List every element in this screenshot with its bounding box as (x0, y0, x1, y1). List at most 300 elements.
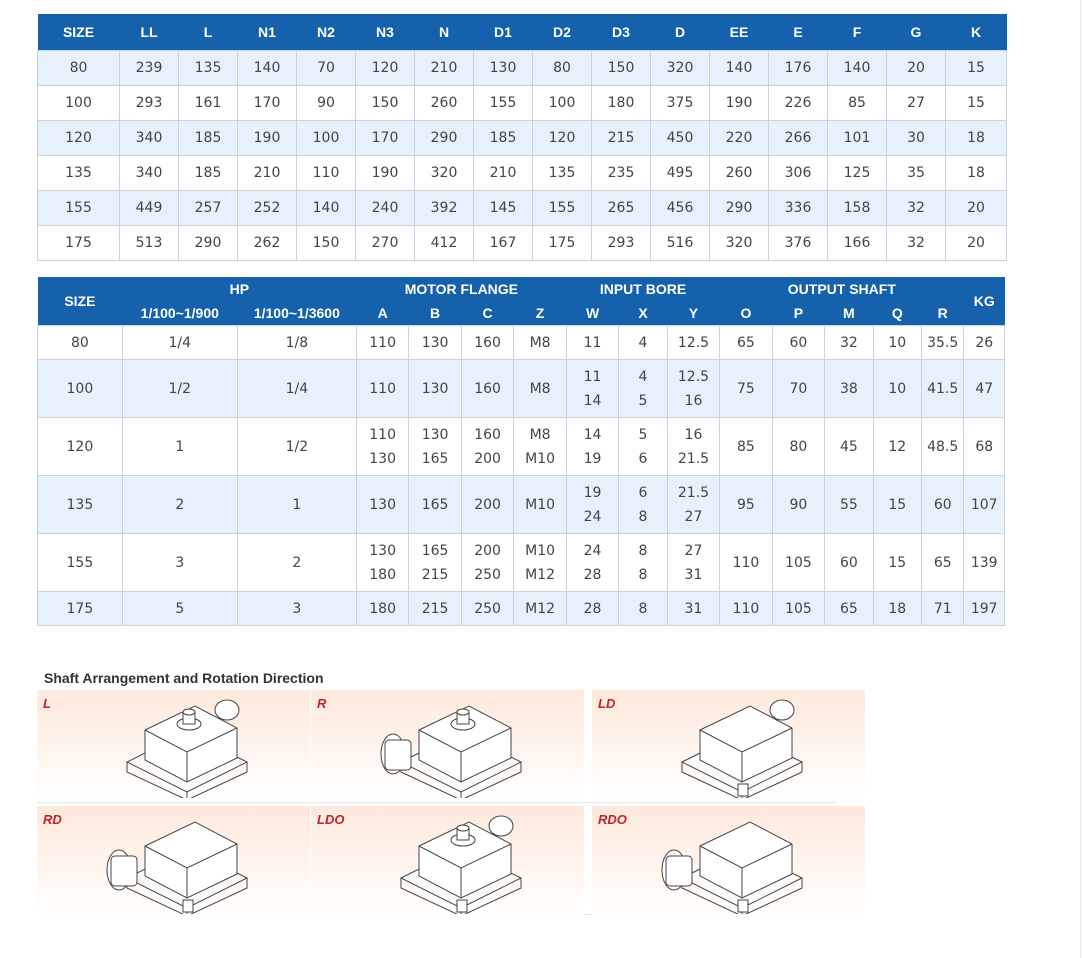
table-cell: 107 (964, 476, 1005, 534)
cell-value: 21.5 (677, 450, 710, 467)
arrangement-cell (592, 806, 865, 916)
table-cell: 290 (179, 226, 238, 261)
table-cell: 80 (38, 51, 120, 86)
table-row (38, 156, 1007, 191)
cell-value: 31 (684, 566, 703, 583)
header-output-shaft: OUTPUT SHAFT (720, 277, 964, 301)
table-cell: 27 (887, 86, 946, 121)
table-cell: 226 (769, 86, 828, 121)
table-cell: 1/4 (122, 326, 237, 360)
cell-value: 6 (638, 450, 648, 467)
table-cell: 135 (179, 51, 238, 86)
cell-value: 8 (638, 508, 648, 525)
gearbox-ld-icon (652, 692, 812, 798)
table-cell-stacked (566, 360, 618, 418)
table-cell: 18 (873, 592, 921, 626)
table-cell: 120 (356, 51, 415, 86)
arrangement-cell (311, 690, 584, 800)
cell-value: 27 (684, 508, 703, 525)
cell-value: 5 (638, 426, 648, 443)
table-cell: 38 (825, 360, 873, 418)
table-cell: 2 (237, 534, 356, 592)
table-cell: 10 (873, 326, 921, 360)
cell-value: 130 (421, 334, 449, 351)
table-cell: 290 (415, 121, 474, 156)
column-header: Y (667, 301, 719, 326)
table-cell: 12 (873, 418, 921, 476)
table-cell: 135 (533, 156, 592, 191)
table-cell: 145 (474, 191, 533, 226)
cell-value: 8 (638, 566, 648, 583)
table-cell-stacked (461, 326, 513, 360)
table-cell: 306 (769, 156, 828, 191)
table-cell: 190 (238, 121, 297, 156)
table-cell: 220 (710, 121, 769, 156)
cell-value: 160 (474, 334, 501, 351)
table-cell-stacked (619, 592, 667, 626)
table-cell-stacked (619, 360, 667, 418)
table-cell: 180 (592, 86, 651, 121)
table-cell-stacked (566, 592, 618, 626)
column-header: E (769, 14, 828, 51)
table-cell-stacked (514, 592, 567, 626)
table-cell: 176 (769, 51, 828, 86)
table-cell: 140 (710, 51, 769, 86)
table-cell: 185 (474, 121, 533, 156)
table-cell: 155 (474, 86, 533, 121)
column-header: A (356, 301, 408, 326)
cell-value: 24 (583, 508, 602, 525)
cell-value: 130 (369, 496, 396, 513)
column-header: B (409, 301, 461, 326)
table-cell-stacked (619, 476, 667, 534)
cell-value: 180 (369, 566, 396, 583)
column-header: F (828, 14, 887, 51)
table-cell-stacked (566, 476, 618, 534)
table-row (38, 86, 1007, 121)
table-cell: 375 (651, 86, 710, 121)
cell-value: 200 (474, 450, 501, 467)
arrangement-label: LDO (317, 812, 345, 827)
column-header: O (720, 301, 772, 326)
table-cell: 155 (38, 534, 123, 592)
header-size: SIZE (38, 277, 123, 326)
column-header: 1/100~1/900 (122, 301, 237, 326)
cell-value: 165 (421, 496, 449, 513)
table-cell: 20 (946, 191, 1007, 226)
table-cell: 175 (38, 592, 123, 626)
cell-value: M12 (525, 600, 556, 617)
table-cell: 2 (122, 476, 237, 534)
table-cell: 1/2 (122, 360, 237, 418)
table-cell: 32 (887, 191, 946, 226)
table-cell-stacked (409, 360, 461, 418)
cell-value: 200 (474, 496, 501, 513)
arrangement-label: LD (598, 696, 616, 711)
table-cell: 135 (38, 476, 123, 534)
gearbox-l-icon (97, 692, 257, 798)
table-cell-stacked (566, 534, 618, 592)
table-cell: 513 (120, 226, 179, 261)
table-cell-stacked (667, 418, 719, 476)
table-cell: 125 (828, 156, 887, 191)
column-header: W (566, 301, 618, 326)
dimension-table-header (38, 14, 1007, 51)
header-kg: KG (964, 277, 1005, 326)
table-cell-stacked (356, 418, 408, 476)
table-cell: 175 (533, 226, 592, 261)
table-cell: 60 (922, 476, 964, 534)
table-cell-stacked (667, 360, 719, 418)
table-cell-stacked (461, 360, 513, 418)
cell-value: 24 (583, 542, 602, 559)
table-row (38, 121, 1007, 156)
table-cell: 85 (720, 418, 772, 476)
table-cell: 10 (873, 360, 921, 418)
gearbox-rdo-icon (652, 808, 812, 914)
table-cell: 140 (297, 191, 356, 226)
cell-value: 19 (583, 450, 602, 467)
table-row (38, 360, 1005, 418)
table-cell: 293 (592, 226, 651, 261)
cell-value: 160 (474, 380, 501, 397)
table-cell: 150 (297, 226, 356, 261)
table-cell: 60 (772, 326, 824, 360)
cell-value: 4 (638, 368, 648, 385)
table-cell: 340 (120, 121, 179, 156)
table-row (38, 226, 1007, 261)
table-cell: 495 (651, 156, 710, 191)
table-cell: 110 (297, 156, 356, 191)
table-cell-stacked (409, 418, 461, 476)
table-cell: 262 (238, 226, 297, 261)
cell-value: 165 (421, 542, 449, 559)
cell-value: 165 (421, 450, 449, 467)
table-cell: 100 (38, 360, 123, 418)
cell-value: 12.5 (677, 334, 710, 351)
cell-value: 110 (369, 334, 396, 351)
cell-value: 16 (684, 426, 703, 443)
cell-value: M12 (525, 566, 556, 583)
table-cell: 65 (825, 592, 873, 626)
table-cell: 35 (887, 156, 946, 191)
table-cell: 65 (922, 534, 964, 592)
cell-value: 14 (583, 392, 602, 409)
table-cell: 15 (873, 534, 921, 592)
arrangement-cell (592, 690, 865, 800)
cell-value: 180 (369, 600, 396, 617)
arrangement-label: RD (43, 812, 62, 827)
table-cell: 170 (356, 121, 415, 156)
table-cell: 215 (592, 121, 651, 156)
table-cell: 260 (710, 156, 769, 191)
header-hp: HP (122, 277, 356, 301)
table-cell: 190 (710, 86, 769, 121)
cell-value: 11 (583, 334, 602, 351)
cell-value: 27 (684, 542, 703, 559)
table-cell: 41.5 (922, 360, 964, 418)
table-cell-stacked (619, 534, 667, 592)
table-cell: 257 (179, 191, 238, 226)
table-cell: 3 (237, 592, 356, 626)
column-header: G (887, 14, 946, 51)
column-header: Z (514, 301, 567, 326)
table-cell: 158 (828, 191, 887, 226)
table-cell-stacked (461, 592, 513, 626)
cell-value: 8 (638, 542, 648, 559)
table-row (38, 51, 1007, 86)
cell-value: 110 (369, 426, 396, 443)
table-cell-stacked (356, 592, 408, 626)
table-cell: 235 (592, 156, 651, 191)
table-cell: 100 (533, 86, 592, 121)
specification-table (37, 277, 1005, 626)
column-header: 1/100~1/3600 (237, 301, 356, 326)
table-cell: 450 (651, 121, 710, 156)
cell-value: 130 (369, 450, 396, 467)
table-cell: 412 (415, 226, 474, 261)
cell-value: 5 (638, 392, 648, 409)
cell-value: M8 (529, 426, 551, 443)
cell-value: 28 (583, 566, 602, 583)
table-cell: 70 (297, 51, 356, 86)
table-cell: 120 (38, 418, 123, 476)
arrangement-label: RDO (598, 812, 627, 827)
column-header: K (946, 14, 1007, 51)
column-header: X (619, 301, 667, 326)
header-input-bore: INPUT BORE (566, 277, 719, 301)
table-cell: 185 (179, 156, 238, 191)
table-row (38, 191, 1007, 226)
table-cell: 140 (238, 51, 297, 86)
table-cell: 15 (873, 476, 921, 534)
table-cell: 270 (356, 226, 415, 261)
table-cell: 210 (474, 156, 533, 191)
column-header: D2 (533, 14, 592, 51)
column-header: D1 (474, 14, 533, 51)
table-cell: 85 (828, 86, 887, 121)
column-header: EE (710, 14, 769, 51)
table-cell-stacked (566, 326, 618, 360)
table-cell: 135 (38, 156, 120, 191)
table-cell: 239 (120, 51, 179, 86)
arrangement-cell (37, 690, 310, 800)
column-header: N2 (297, 14, 356, 51)
column-header: N3 (356, 14, 415, 51)
cell-value: 200 (474, 542, 501, 559)
shaft-section-title: Shaft Arrangement and Rotation Direction (44, 670, 324, 686)
gearbox-rd-icon (97, 808, 257, 914)
table-cell: 150 (592, 51, 651, 86)
table-cell-stacked (514, 360, 567, 418)
table-cell: 55 (825, 476, 873, 534)
column-header: C (461, 301, 513, 326)
column-header: P (772, 301, 824, 326)
column-header: L (179, 14, 238, 51)
table-cell-stacked (667, 476, 719, 534)
table-cell: 336 (769, 191, 828, 226)
column-header: Q (873, 301, 921, 326)
table-cell: 376 (769, 226, 828, 261)
cell-value: 250 (474, 600, 501, 617)
table-cell: 60 (825, 534, 873, 592)
table-cell: 1/8 (237, 326, 356, 360)
cell-value: 160 (474, 426, 501, 443)
column-header: D (651, 14, 710, 51)
column-header: N1 (238, 14, 297, 51)
table-cell-stacked (356, 476, 408, 534)
table-cell-stacked (514, 476, 567, 534)
table-cell: 71 (922, 592, 964, 626)
table-cell-stacked (514, 418, 567, 476)
table-cell: 80 (38, 326, 123, 360)
table-cell: 5 (122, 592, 237, 626)
table-cell: 20 (946, 226, 1007, 261)
table-cell: 155 (533, 191, 592, 226)
cell-value: 12.5 (677, 368, 710, 385)
table-cell-stacked (356, 534, 408, 592)
table-cell: 80 (533, 51, 592, 86)
table-cell: 18 (946, 156, 1007, 191)
table-cell: 140 (828, 51, 887, 86)
table-cell: 105 (772, 534, 824, 592)
table-cell: 15 (946, 51, 1007, 86)
cell-value: 16 (684, 392, 703, 409)
table-cell: 15 (946, 86, 1007, 121)
table-cell-stacked (356, 360, 408, 418)
table-cell-stacked (619, 418, 667, 476)
table-cell: 100 (297, 121, 356, 156)
spec-group-header (38, 277, 1005, 301)
table-cell-stacked (461, 534, 513, 592)
table-cell: 185 (179, 121, 238, 156)
table-cell: 70 (772, 360, 824, 418)
table-cell: 105 (772, 592, 824, 626)
cell-value: 110 (369, 380, 396, 397)
grid-divider (37, 802, 837, 803)
column-header: N (415, 14, 474, 51)
table-cell: 266 (769, 121, 828, 156)
table-cell-stacked (461, 476, 513, 534)
table-cell: 110 (720, 534, 772, 592)
table-cell: 139 (964, 534, 1005, 592)
table-cell: 197 (964, 592, 1005, 626)
table-cell: 95 (720, 476, 772, 534)
table-cell: 101 (828, 121, 887, 156)
table-cell: 18 (946, 121, 1007, 156)
table-cell: 1 (122, 418, 237, 476)
table-cell: 340 (120, 156, 179, 191)
column-header: SIZE (38, 14, 120, 51)
column-header: M (825, 301, 873, 326)
table-cell-stacked (409, 592, 461, 626)
table-cell: 48.5 (922, 418, 964, 476)
column-header: R (922, 301, 964, 326)
table-cell: 1/4 (237, 360, 356, 418)
table-cell: 100 (38, 86, 120, 121)
table-cell: 260 (415, 86, 474, 121)
table-cell: 210 (238, 156, 297, 191)
table-cell: 68 (964, 418, 1005, 476)
table-cell: 155 (38, 191, 120, 226)
table-cell: 130 (474, 51, 533, 86)
table-cell: 3 (122, 534, 237, 592)
cell-value: 6 (638, 484, 648, 501)
arrangement-cell (311, 806, 584, 916)
table-cell: 65 (720, 326, 772, 360)
table-row (38, 534, 1005, 592)
table-cell-stacked (409, 476, 461, 534)
column-header: LL (120, 14, 179, 51)
table-cell: 210 (415, 51, 474, 86)
cell-value: 130 (421, 426, 449, 443)
table-cell: 320 (415, 156, 474, 191)
cell-value: 215 (421, 600, 449, 617)
cell-value: 31 (684, 600, 703, 617)
table-cell: 26 (964, 326, 1005, 360)
table-cell: 1/2 (237, 418, 356, 476)
cell-value: 8 (638, 600, 648, 617)
table-cell: 167 (474, 226, 533, 261)
table-cell: 320 (710, 226, 769, 261)
cell-value: M8 (529, 334, 551, 351)
table-cell: 45 (825, 418, 873, 476)
dimension-table (37, 14, 1007, 261)
cell-value: M8 (529, 380, 551, 397)
table-cell: 175 (38, 226, 120, 261)
table-cell-stacked (409, 534, 461, 592)
table-cell: 80 (772, 418, 824, 476)
table-cell: 90 (772, 476, 824, 534)
table-cell: 161 (179, 86, 238, 121)
cell-value: 21.5 (677, 484, 710, 501)
table-cell: 252 (238, 191, 297, 226)
cell-value: 14 (583, 426, 602, 443)
table-row (38, 592, 1005, 626)
table-cell: 110 (720, 592, 772, 626)
table-cell: 392 (415, 191, 474, 226)
table-cell: 265 (592, 191, 651, 226)
table-cell-stacked (667, 592, 719, 626)
cell-value: 130 (369, 542, 396, 559)
table-cell: 150 (356, 86, 415, 121)
table-cell: 293 (120, 86, 179, 121)
gearbox-r-icon (371, 692, 531, 798)
table-cell: 75 (720, 360, 772, 418)
table-cell-stacked (619, 326, 667, 360)
header-motor-flange: MOTOR FLANGE (356, 277, 566, 301)
table-cell: 320 (651, 51, 710, 86)
cell-value: 4 (638, 334, 648, 351)
cell-value: M10 (525, 450, 556, 467)
table-cell-stacked (356, 326, 408, 360)
table-cell: 120 (38, 121, 120, 156)
table-cell-stacked (667, 326, 719, 360)
table-cell: 90 (297, 86, 356, 121)
arrangement-cell (37, 806, 310, 916)
cell-value: 250 (474, 566, 501, 583)
table-cell-stacked (667, 534, 719, 592)
table-row (38, 476, 1005, 534)
cell-value: 11 (583, 368, 602, 385)
table-cell-stacked (461, 418, 513, 476)
column-header: D3 (592, 14, 651, 51)
cell-value: 19 (583, 484, 602, 501)
table-cell: 240 (356, 191, 415, 226)
table-cell: 516 (651, 226, 710, 261)
gearbox-ldo-icon (371, 808, 531, 914)
arrangement-label: R (317, 696, 327, 711)
